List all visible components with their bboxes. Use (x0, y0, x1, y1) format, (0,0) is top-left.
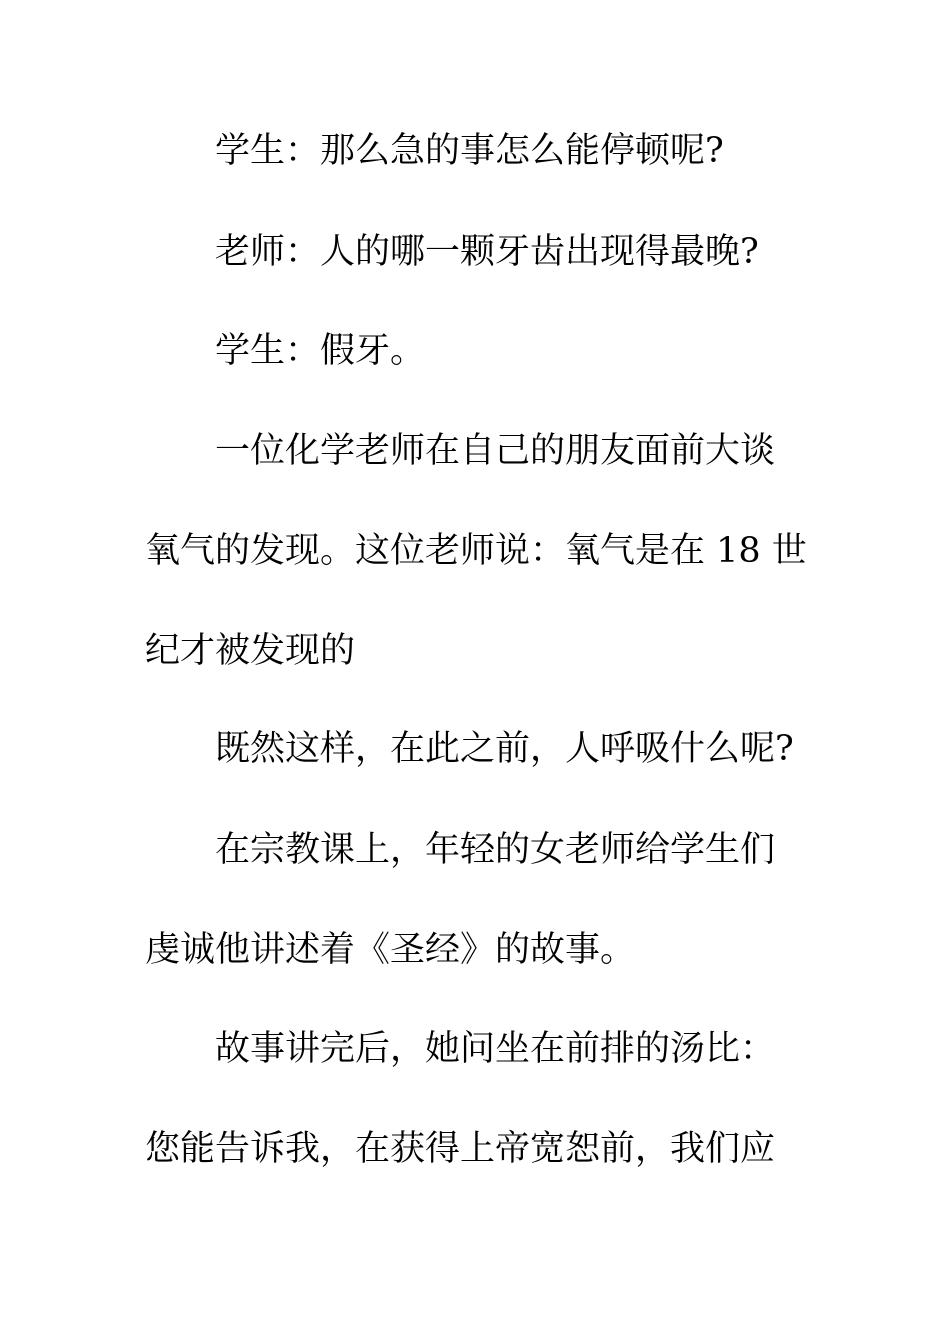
text-line: 一位化学老师在自己的朋友面前大谈 (215, 431, 776, 471)
text-line: 既然这样，在此之前，人呼吸什么呢? (215, 729, 794, 769)
text-line: 学生：假牙。 (215, 331, 426, 371)
text-line: 氧气的发现。这位老师说：氧气是在 18 世 (145, 531, 807, 571)
text-line: 您能告诉我，在获得上帝宽恕前，我们应 (145, 1129, 776, 1169)
text-line: 老师：人的哪一颗牙齿出现得最晚? (215, 232, 759, 272)
text-line: 在宗教课上，年轻的女老师给学生们 (215, 830, 776, 870)
text-line: 纪才被发现的 (145, 631, 356, 671)
text-line: 虔诚他讲述着《圣经》的故事。 (145, 930, 636, 970)
text-line: 学生：那么急的事怎么能停顿呢? (215, 131, 724, 171)
text-line: 故事讲完后，她问坐在前排的汤比： (215, 1029, 776, 1069)
